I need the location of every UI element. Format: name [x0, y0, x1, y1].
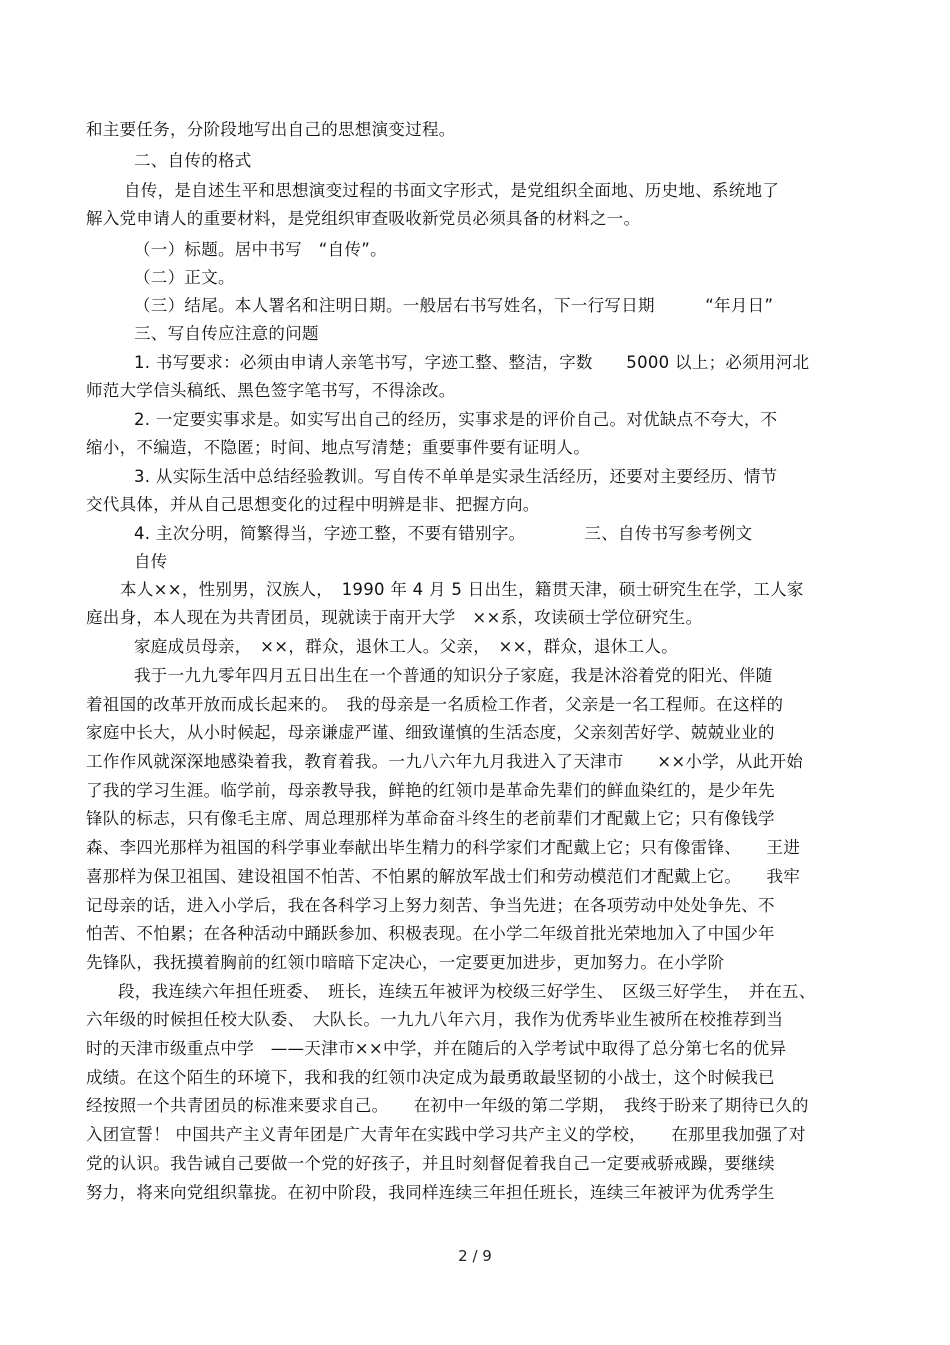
text-line: 2. 一定要实事求是。如实写出自己的经历，实事求是的评价自己。对优缺点不夸大，不	[134, 410, 778, 429]
text-line: 党的认识。我告诫自己要做一个党的好孩子，并且时刻督促着我自己一定要戒骄戒躁，要继续	[86, 1154, 775, 1173]
text-line: 解入党申请人的重要材料，是党组织审查吸收新党员必须具备的材料之一。	[86, 209, 641, 228]
text-line: 家庭中长大，从小时候起，母亲谦虚严谨、细致谨慎的生活态度，父亲刻苦好学、兢兢业业的	[86, 723, 775, 742]
text-line: 交代具体，并从自己思想变化的过程中明辨是非、把握方向。	[86, 495, 540, 514]
text-line: 锋队的标志，只有像毛主席、周总理那样为革命奋斗终生的老前辈们才配戴上它；只有像钱学	[86, 809, 775, 828]
page-number: 2 / 9	[458, 1247, 492, 1265]
text-line: 段，我连续六年担任班委、 班长，连续五年被评为校级三好学生、 区级三好学生， 并在五、	[118, 982, 816, 1001]
text-line: 怕苦、不怕累；在各种活动中踊跃参加、积极表现。在小学二年级首批光荣地加入了中国少年	[86, 924, 775, 943]
text-line: 3. 从实际生活中总结经验教训。写自传不单单是实录生活经历，还要对主要经历、情节	[134, 467, 778, 486]
text-line: 缩小，不编造，不隐匿；时间、地点写清楚；重要事件要有证明人。	[86, 438, 590, 457]
text-line: 家庭成员母亲， ××，群众，退休工人。父亲， ××，群众，退休工人。	[134, 637, 679, 656]
text-line: 先锋队，我抚摸着胸前的红领巾暗暗下定决心，一定要更加进步，更加努力。在小学阶	[86, 953, 725, 972]
text-line: 六年级的时候担任校大队委、 大队长。一九九八年六月，我作为优秀毕业生被所在校推荐到当	[86, 1010, 784, 1029]
text-line: 庭出身，本人现在为共青团员，现就读于南开大学 ××系，攻读硕士学位研究生。	[86, 608, 703, 627]
text-line: 和主要任务，分阶段地写出自己的思想演变过程。	[86, 120, 456, 139]
text-line: （三）结尾。本人署名和注明日期。一般居右书写姓名，下一行写日期 “年月日”	[134, 296, 774, 315]
text-line: 森、李四光那样为祖国的科学事业奉献出毕生精力的科学家们才配戴上它；只有像雷锋、 王进	[86, 838, 801, 857]
text-line: 师范大学信头稿纸、黑色签字笔书写，不得涂改。	[86, 381, 456, 400]
text-line: 经按照一个共青团员的标准来要求自己。 在初中一年级的第二学期， 我终于盼来了期待已久的	[86, 1096, 809, 1115]
section-heading: 二、自传的格式	[134, 151, 252, 170]
text-line: 时的天津市级重点中学 ——天津市××中学，并在随后的入学考试中取得了总分第七名的优异	[86, 1039, 787, 1058]
text-line: 喜那样为保卫祖国、建设祖国不怕苦、不怕累的解放军战士们和劳动模范们才配戴上它。 我牢	[86, 867, 801, 886]
text-line: 着祖国的改革开放而成长起来的。 我的母亲是一名质检工作者，父亲是一名工程师。在这样的	[86, 695, 784, 714]
text-line: 工作作风就深深地感染着我，教育着我。一九八六年九月我进入了天津市 ××小学，从此开始	[86, 752, 804, 771]
text-line: 1. 书写要求：必须由申请人亲笔书写，字迹工整、整洁，字数 5000 以上；必须用河北	[134, 353, 810, 372]
example-title: 自传	[134, 552, 168, 571]
text-line: 了我的学习生涯。临学前，母亲教导我，鲜艳的红领巾是革命先辈们的鲜血染红的，是少年先	[86, 781, 775, 800]
text-line: 记母亲的话，进入小学后，我在各科学习上努力刻苦、争当先进；在各项劳动中处处争先、不	[86, 896, 775, 915]
text-line: 本人××，性别男，汉族人， 1990 年 4 月 5 日出生，籍贯天津，硕士研究生在学，工人家	[120, 580, 804, 599]
text-line: 入团宣誓！ 中国共产主义青年团是广大青年在实践中学习共产主义的学校， 在那里我加强了对	[86, 1125, 806, 1144]
section-heading: 三、写自传应注意的问题	[134, 324, 319, 343]
text-line: （二）正文。	[134, 268, 235, 287]
text-line: 成绩。在这个陌生的环境下，我和我的红领巾决定成为最勇敢最坚韧的小战士，这个时候我已	[86, 1068, 775, 1087]
text-line: 努力，将来向党组织靠拢。在初中阶段，我同样连续三年担任班长，连续三年被评为优秀学生	[86, 1183, 775, 1202]
text-line: 自传，是自述生平和思想演变过程的书面文字形式，是党组织全面地、历史地、系统地了	[124, 181, 780, 200]
text-line: 4. 主次分明，简繁得当，字迹工整，不要有错别字。 三、自传书写参考例文	[134, 524, 753, 543]
text-line: （一）标题。居中书写 “自传”。	[134, 240, 387, 259]
text-line: 我于一九九零年四月五日出生在一个普通的知识分子家庭，我是沐浴着党的阳光、伴随	[134, 666, 773, 685]
